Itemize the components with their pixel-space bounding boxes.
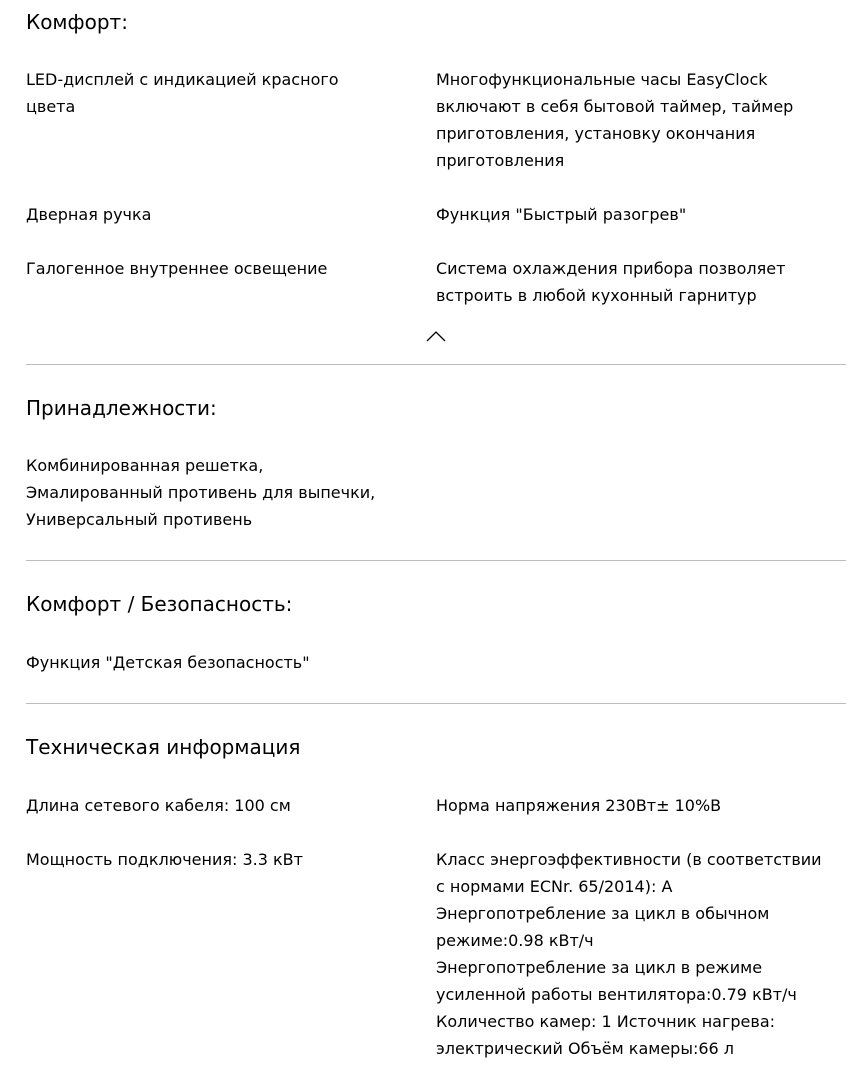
section-divider (26, 560, 846, 561)
text-line: Галогенное внутреннее освещение (26, 259, 328, 278)
comfort-right-item-3 (436, 255, 785, 309)
comfort-right-item-1 (436, 66, 793, 174)
comfort-right-item-2 (436, 201, 686, 228)
technical-left-item-2 (26, 846, 303, 873)
text-line: Система охлаждения прибора позволяет (436, 259, 786, 278)
comfort-left-item-2 (26, 201, 151, 228)
technical-right-item-1 (436, 792, 721, 819)
text-line: Норма напряжения 230Вт± 10%В (436, 796, 722, 815)
comfort-safety-list (26, 649, 310, 676)
section-divider (26, 364, 846, 365)
list-item: Эмалированный противень для выпечки, (26, 483, 376, 502)
accessories-list (26, 452, 375, 533)
text-line: с нормами ECNr. 65/2014): A (436, 877, 673, 896)
text-line: Мощность подключения: 3.3 кВт (26, 850, 303, 869)
text-line: электрический Объём камеры:66 л (436, 1039, 735, 1058)
text-line: Длина сетевого кабеля: 100 см (26, 796, 291, 815)
text-line: приготовления (436, 151, 565, 170)
text-line: Многофункциональные часы EasyClock (436, 70, 768, 89)
section-divider (26, 703, 846, 704)
text-line: Функция "Быстрый разогрев" (436, 205, 687, 224)
section-title-technical: Техническая информация (26, 735, 301, 759)
section-title-accessories: Принадлежности: (26, 396, 217, 420)
text-line: приготовления, установку окончания (436, 124, 756, 143)
text-line: включают в себя бытовой таймер, таймер (436, 97, 794, 116)
chevron-up-icon (424, 326, 448, 346)
text-line: цвета (26, 97, 76, 116)
text-line: режиме:0.98 кВт/ч (436, 931, 594, 950)
text-line: Класс энергоэффективности (в соответствии (436, 850, 822, 869)
collapse-button[interactable] (424, 326, 448, 346)
text-line: встроить в любой кухонный гарнитур (436, 286, 757, 305)
text-line: Энергопотребление за цикл в обычном (436, 904, 770, 923)
section-title-comfort: Комфорт: (26, 10, 128, 34)
text-line: Количество камер: 1 Источник нагрева: (436, 1012, 776, 1031)
comfort-left-item-3 (26, 255, 327, 282)
technical-right-item-2 (436, 846, 822, 1062)
list-item: Функция "Детская безопасность" (26, 653, 310, 672)
technical-left-item-1 (26, 792, 291, 819)
text-line: LED-дисплей с индикацией красного (26, 70, 339, 89)
list-item: Универсальный противень (26, 510, 253, 529)
comfort-left-item-1 (26, 66, 339, 120)
text-line: усиленной работы вентилятора:0.79 кВт/ч (436, 985, 797, 1004)
section-title-comfort-safety: Комфорт / Безопасность: (26, 592, 293, 616)
list-item: Комбинированная решетка, (26, 456, 264, 475)
text-line: Энергопотребление за цикл в режиме (436, 958, 763, 977)
text-line: Дверная ручка (26, 205, 152, 224)
